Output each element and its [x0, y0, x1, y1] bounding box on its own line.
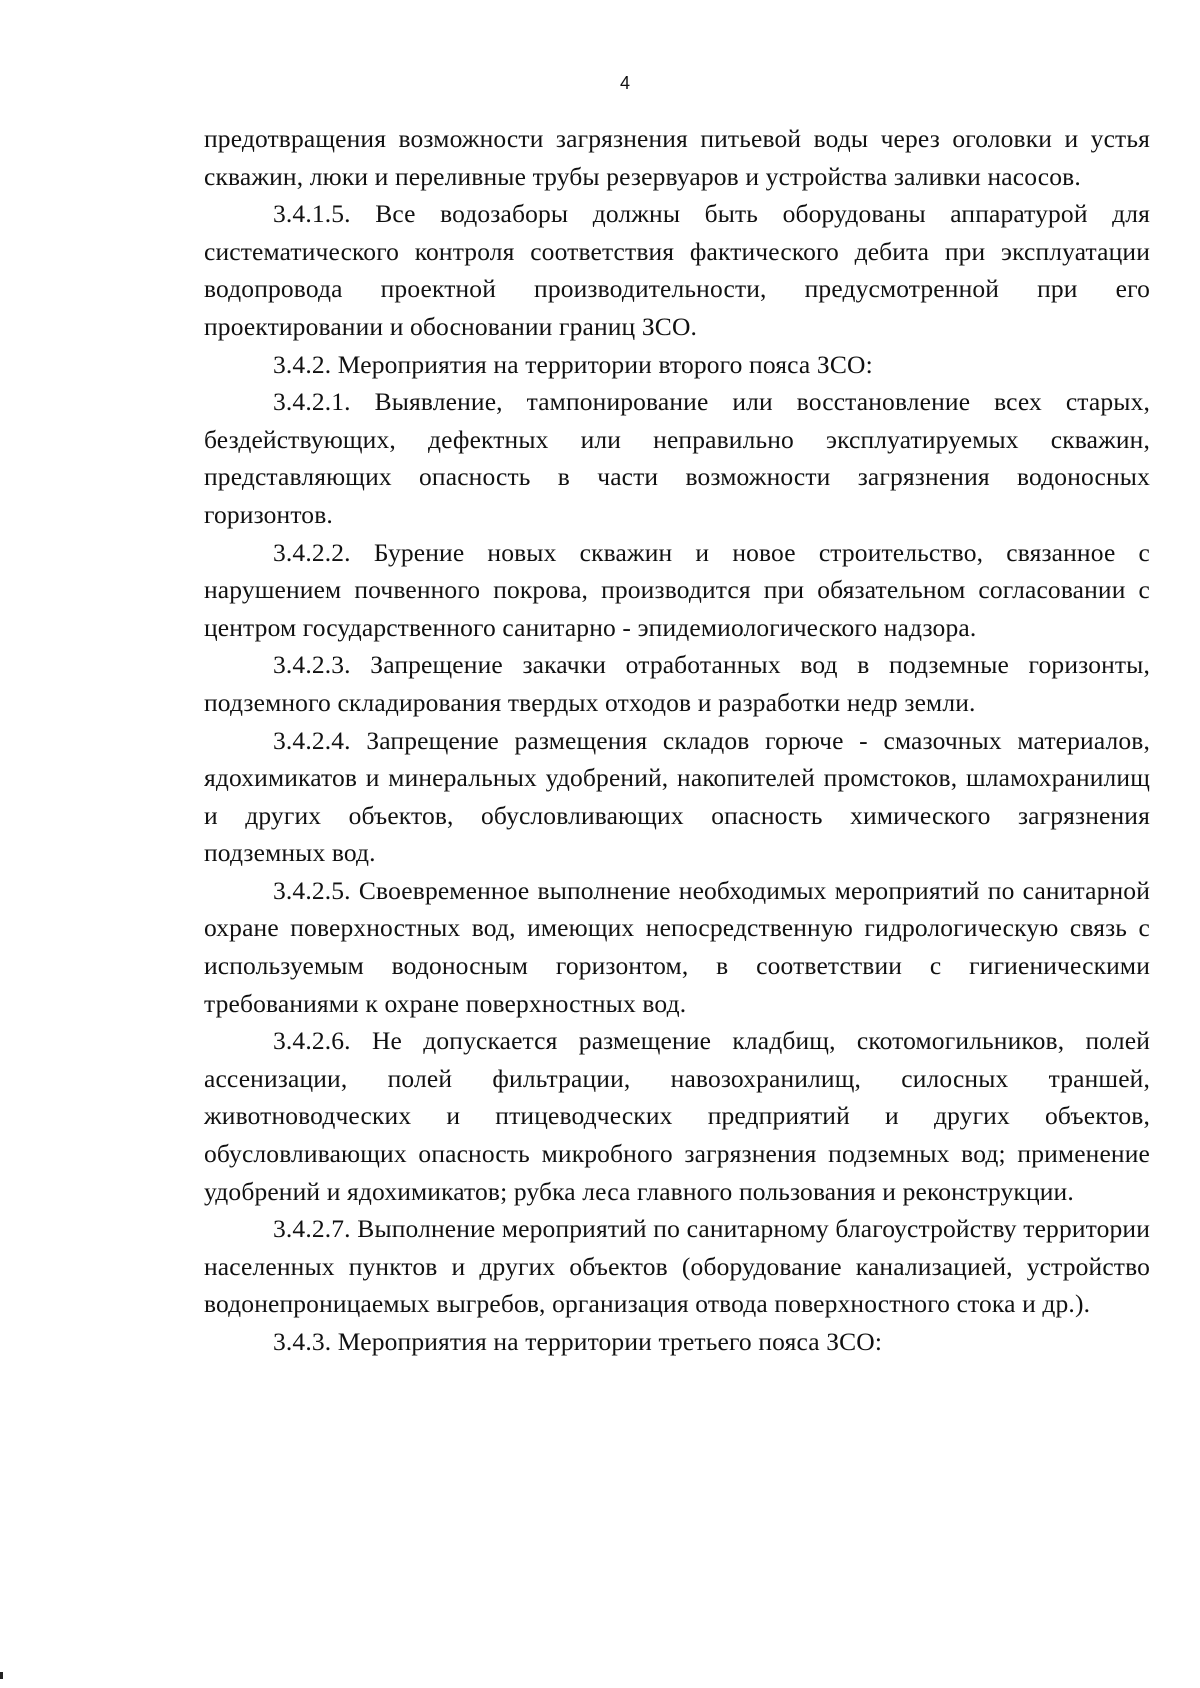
scan-artifact-mark — [0, 1672, 3, 1679]
paragraph-3-4-2-1: 3.4.2.1. Выявление, тампонирование или восстановление всех старых, бездействующих, дефектных или неправильно эксплуатируемых скважин, представляющих опасность в части возможности загрязнения водоносных горизонтов. — [204, 387, 1150, 529]
heading-3-4-2: 3.4.2. Мероприятия на территории второго пояса ЗСО: — [273, 349, 873, 379]
page-number: 4 — [619, 73, 630, 93]
paragraph-3-4-2-4: 3.4.2.4. Запрещение размещения складов горюче - смазочных материалов, ядохимикатов и минеральных удобрений, накопителей промстоков, шламохранилищ и других объектов, обусловливающих опасность химического загрязнения подземных вод. — [204, 725, 1150, 868]
paragraph-continuation: предотвращения возможности загрязнения питьевой воды через оголовки и устья скважин, люки и переливные трубы резервуаров и устройства заливки насосов. — [204, 124, 1150, 191]
body-text — [204, 120, 1150, 1361]
paragraph-3-4-2-3: 3.4.2.3. Запрещение закачки отработанных вод в подземные горизонты, подземного складирования твердых отходов и разработки недр земли. — [204, 650, 1150, 717]
paragraph-3-4-2-7: 3.4.2.7. Выполнение мероприятий по санитарному благоустройству территории населенных пунктов и других объектов (оборудование канализацией, устройство водонепроницаемых выгребов, организация отвода поверхностного стока и др.). — [204, 1214, 1150, 1319]
paragraph-3-4-2-5: 3.4.2.5. Своевременное выполнение необходимых мероприятий по санитарной охране поверхностных вод, имеющих непосредственную гидрологическую связь с используемым водоносным горизонтом, в соответствии с гигиеническими требованиями к охране поверхностных вод. — [204, 875, 1150, 1018]
paragraph-3-4-1-5: 3.4.1.5. Все водозаборы должны быть оборудованы аппаратурой для систематического контроля соответствия фактического дебита при эксплуатации водопровода проектной производительности, предусмотренной при его проектировании и обосновании границ ЗСО. — [204, 199, 1150, 341]
paragraph-3-4-2-6: 3.4.2.6. Не допускается размещение кладбищ, скотомогильников, полей ассенизации, полей фильтрации, навозохранилищ, силосных траншей, животноводческих и птицеводческих предприятий и других объектов, обусловливающих опасность микробного загрязнения подземных вод; применение удобрений и ядохимикатов; рубка леса главного пользования и реконструкции. — [204, 1026, 1150, 1206]
paragraph-3-4-2-2: 3.4.2.2. Бурение новых скважин и новое строительство, связанное с нарушением почвенного покрова, производится при обязательном согласовании с центром государственного санитарно - эпидемиологического надзора. — [204, 537, 1150, 642]
heading-3-4-3: 3.4.3. Мероприятия на территории третьего пояса ЗСО: — [273, 1327, 883, 1356]
